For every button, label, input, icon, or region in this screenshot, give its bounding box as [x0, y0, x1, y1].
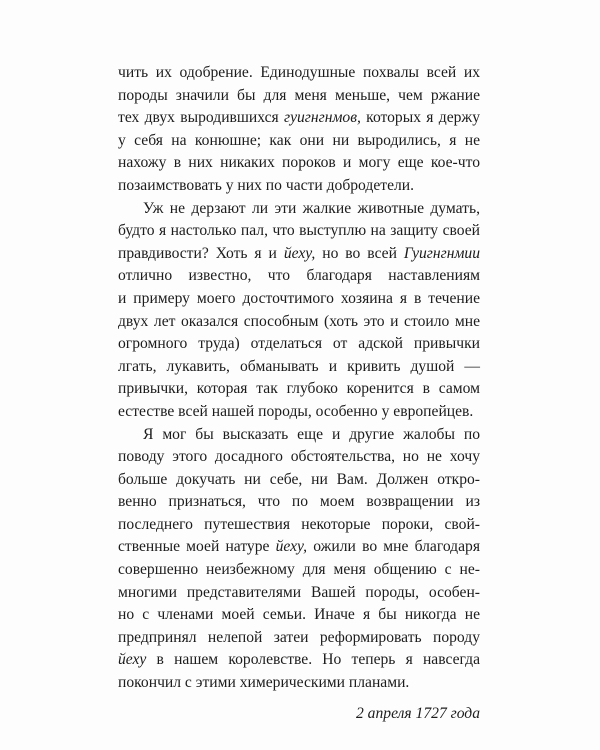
- italic-term: йеху,: [275, 538, 308, 556]
- italic-term: йеху: [118, 651, 147, 669]
- text-line: привычки, которая так глубоко коренится в самом: [118, 380, 480, 398]
- text-line: двух лет оказался способным (хоть это и стоило мне: [118, 312, 480, 330]
- text-line: нахожу в них никаких пороков и могу еще кое-что: [118, 154, 480, 172]
- text-line: многими представителями Вашей породы, особен-: [118, 583, 480, 601]
- text-line: но с членами моей семьи. Иначе я бы никогда не: [118, 606, 480, 624]
- paragraph: [118, 424, 480, 695]
- text-line: огромного труда) отделаться от адской привычки: [118, 335, 480, 353]
- text-line: тех двух выродившихся гуигнгнмов, которых я держу: [118, 109, 480, 127]
- text-line: будто я настолько пал, что выступлю на защиту своей: [118, 222, 480, 240]
- text-line: и примеру моего досточтимого хозяина я в течение: [118, 289, 480, 307]
- text-line: Уж не дерзают ли эти жалкие животные думать,: [143, 199, 480, 217]
- text-line: лгать, лукавить, обманывать и кривить душой —: [118, 357, 480, 375]
- text-line: отлично известно, что благодаря наставлениям: [118, 267, 480, 285]
- text-line: у себя на конюшне; как они ни выродились, я не: [118, 131, 480, 149]
- text-line: йеху в нашем королевстве. Но теперь я навсегда: [118, 651, 480, 669]
- text-line: предпринял нелепой затеи реформировать породу: [118, 628, 480, 646]
- italic-term: Гуигнгнмии: [403, 244, 480, 262]
- paragraph: [118, 198, 480, 424]
- italic-term: йеху,: [283, 244, 316, 262]
- text-line: правдивости? Хоть я и йеху, но во всей Гуигнгнмии: [118, 244, 480, 262]
- text-line: породы значили бы для меня меньше, чем ржание: [118, 86, 480, 104]
- text-line: совершенно неизбежному для меня общению с не-: [118, 561, 480, 579]
- paragraph: [118, 62, 480, 198]
- italic-term: гуигнгнмов,: [284, 109, 361, 127]
- text-line: Я мог бы высказать еще и другие жалобы по: [143, 425, 480, 443]
- text-line: поводу этого досадного обстоятельства, но не хочу: [118, 448, 480, 466]
- text-line: венно признаться, что по моем возвращении из: [118, 493, 480, 511]
- text-line: ственные моей натуре йеху, ожили во мне благодаря: [118, 538, 480, 556]
- text-line: чить их одобрение. Единодушные похвалы всей их: [118, 64, 480, 81]
- text-line: последнего путешествия некоторые пороки, свой-: [118, 515, 480, 533]
- text-line: естестве всей нашей породы, особенно у европейцев.: [118, 402, 474, 420]
- paragraphs: [118, 62, 480, 695]
- date-signature: 2 апреля 1727 года: [355, 704, 480, 722]
- text-line: позаимствовать у них по части добродетели.: [118, 176, 415, 194]
- text-line: покончил с этими химерическими планами.: [118, 674, 410, 692]
- text-line: больше докучать ни себе, ни Вам. Должен откро-: [118, 470, 480, 488]
- body-text: [118, 62, 480, 725]
